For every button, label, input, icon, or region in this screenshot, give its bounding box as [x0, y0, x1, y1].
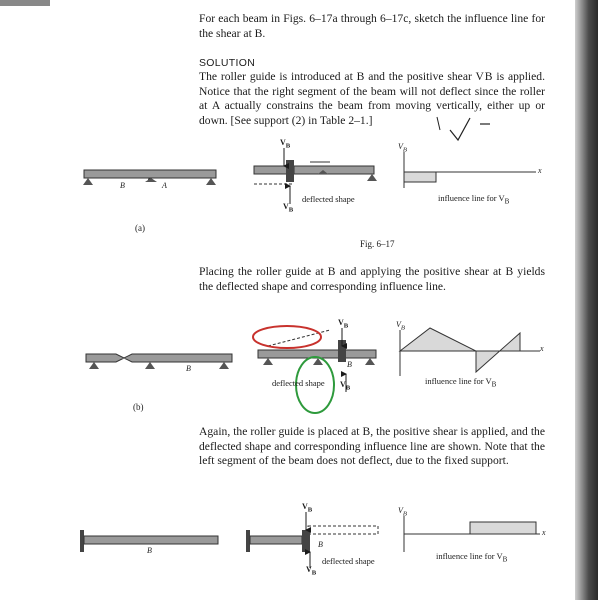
fig-a-deflected-label: deflected shape — [302, 194, 355, 204]
fig-a-influence-label: influence line for $V_B$ — [438, 193, 510, 206]
fig-c-point-b2: B — [318, 540, 323, 549]
figure-b-influence — [400, 328, 540, 376]
figure-a-beam — [83, 170, 216, 185]
fig-a-point-b: B — [120, 181, 125, 190]
fig-b-deflected-label: deflected shape — [272, 378, 325, 388]
fig-b-point-b2: B — [347, 360, 352, 369]
solution-paragraph-b: Placing the roller guide at B and applying the positive shear at B yields the deflected shape and corresponding influence line. — [199, 265, 545, 293]
fig-c-influence-label: influence line for $V_B$ — [436, 551, 508, 564]
solution-paragraph-c: Again, the roller guide is placed at B, the positive shear is applied, and the deflected shape and corresponding influence line are shown. Note that the left segment of the beam does not deflect, due to the fixed support. — [199, 425, 545, 468]
fig-c-axis-x: x — [542, 528, 546, 537]
figure-a-influence — [404, 152, 536, 188]
figure-b-beam — [86, 354, 232, 369]
figure-c-influence — [404, 516, 540, 552]
fig-c-deflected-label: deflected shape — [322, 556, 375, 566]
fig-b-point-b: B — [186, 364, 191, 373]
fig-c-axis-v: $V_B$ — [398, 506, 407, 518]
red-annotation-circle — [253, 326, 321, 348]
fig-b-vb-top: $V_B$ — [338, 318, 349, 330]
fig-b-vb-bottom: $V_B$ — [340, 380, 351, 392]
fig-b-axis-v: $V_B$ — [396, 320, 405, 332]
fig-b-axis-x: x — [540, 344, 544, 353]
fig-a-vb-top: $V_B$ — [280, 138, 291, 150]
fig-a-label: (a) — [135, 223, 145, 233]
pen-stroke — [437, 117, 440, 130]
check-mark — [450, 118, 470, 140]
fig-a-axis-v: $V_B$ — [398, 142, 407, 154]
fig-a-vb-bottom: $V_B$ — [283, 202, 294, 214]
fig-a-axis-x: x — [538, 166, 542, 175]
figure-caption: Fig. 6–17 — [360, 239, 395, 249]
fig-b-label: (b) — [133, 402, 144, 412]
fig-c-vb-top: $V_B$ — [302, 502, 313, 514]
fig-a-point-a: A — [162, 181, 167, 190]
fig-b-influence-label: influence line for $V_B$ — [425, 376, 497, 389]
solution-heading: SOLUTION — [199, 57, 256, 69]
problem-statement: For each beam in Figs. 6–17a through 6–17c, sketch the influence line for the shear at B. — [199, 12, 545, 40]
fig-c-vb-bottom: $V_B$ — [306, 565, 317, 577]
solution-paragraph-a: The roller guide is introduced at B and the positive shear V B is applied. Notice that the right segment of the beam will not deflect since the roller at A actually constrains the beam from moving vertically, either up or down. [See support (2) in Table 2–1.] — [199, 70, 545, 127]
fig-c-point-b: B — [147, 546, 152, 555]
